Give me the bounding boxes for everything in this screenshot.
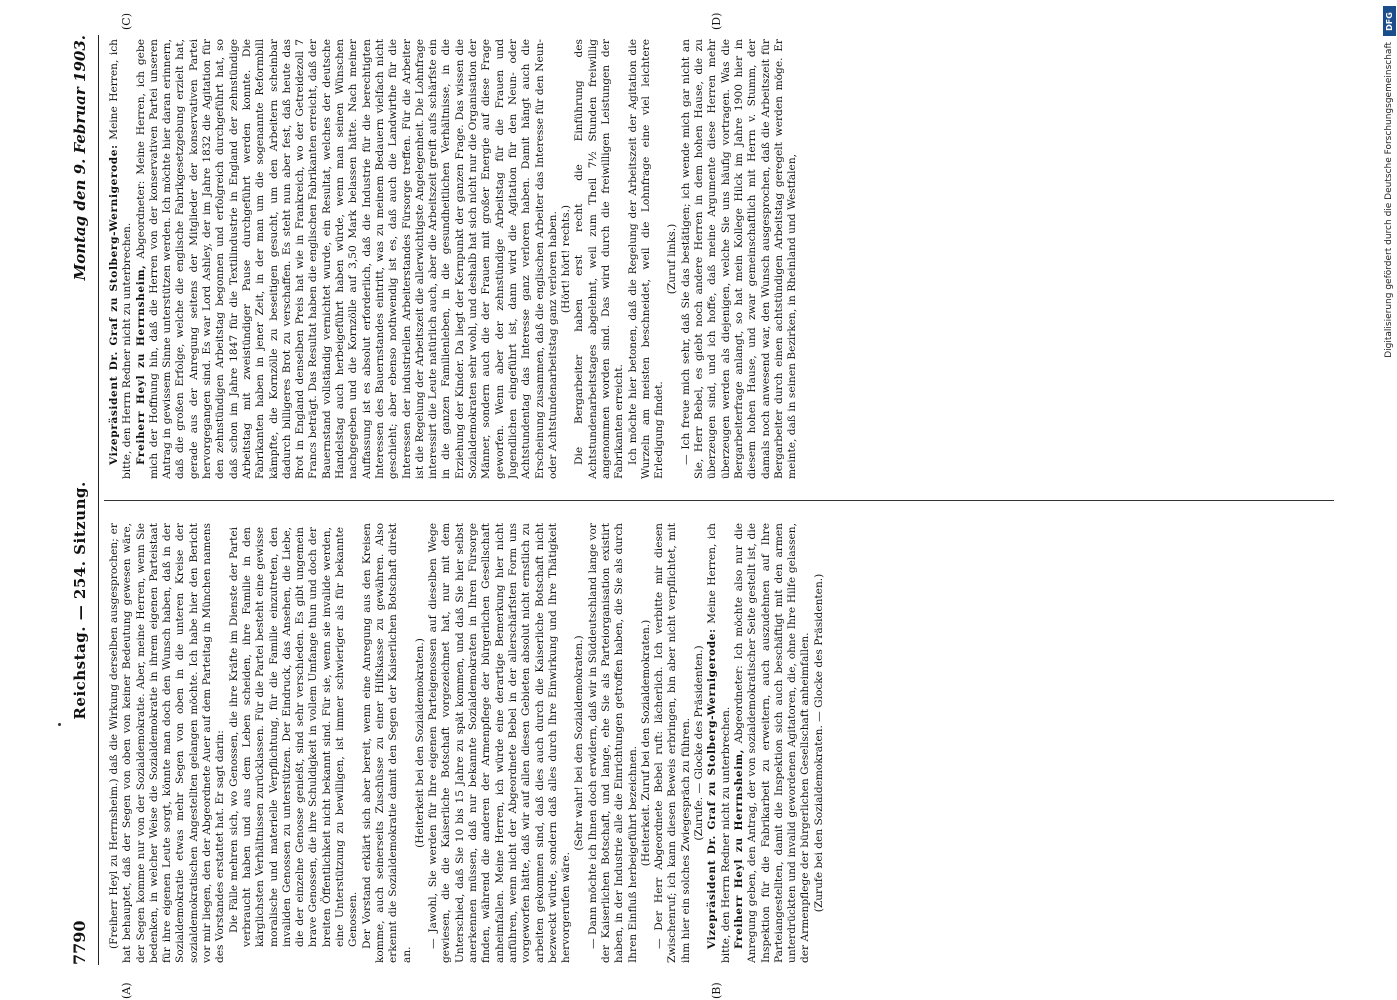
print-speck [58, 723, 61, 726]
paragraph-text: (Sehr wahr! bei den Sozialdemokraten.) [573, 635, 586, 851]
paragraph-text: (Heiterkeit bei den Sozialdemokraten.) [413, 638, 426, 848]
margin-marker-c: (C) [120, 13, 133, 30]
speaker-name: Vizepräsident Dr. Graf zu Stolberg-Wernigerode: [108, 144, 120, 465]
interjection [666, 39, 679, 479]
paragraph-text: (Hört! hört! rechts.) [560, 204, 573, 314]
watermark-text: Digitalisierung gefördert durch die Deutsche Forschungsgemeinschaft [1384, 42, 1394, 358]
paragraph-text: Der Vorstand erklärt sich aber bereit, wenn eine Anregung aus den Kreisen komme, auch seinerseits Zuschüsse zu einer Hilfskasse zu gewähren. Also erkennt die Sozialdemokratie damit den Segen der Kaiserlichen Botschaft direkt an. [360, 523, 413, 963]
paragraph [108, 523, 228, 963]
interjection [573, 523, 586, 963]
paragraph-text: — Dann möchte ich Ihnen doch erwidern, daß wir in Süddeutschland lange vor der Kaiserlichen Botschaft, und lange, ehe Sie als Parteiorganisation existirt haben, in der Industrie alle die Einrichtungen getroffen haben, die Sie als durch Ihren Einfluß herbeigeführt bezeichnen. [586, 523, 639, 963]
paragraph [653, 523, 693, 963]
paragraph-text: — Jawohl, Sie werden für Ihre eigenen Parteigenossen auf dieselben Wege gewiesen, die die Kaiserliche Botschaft vorgezeichnet hat, nur mit dem Unterschied, daß Sie 10 bis 15 Jahre zu spät kommen, und daß Sie hier selbst anerkennen müssen, daß nur bekannte Sozialdemokraten in Ihren Fürsorge finden, während die anderen der Armenpflege der bürgerlichen Gesellschaft anheimfallen. Meine Herren, ich würde eine derartige Bemerkung hier nicht anführen, wenn nicht der Abgeordnete Bebel in der allerschärfsten Form uns vorgeworfen hätte, daß wir auf allen diesen Gebieten absolut nicht ernstlich zu arbeiten gekommen sind, daß dies auch durch die Kaiserliche Botschaft nicht bezweckt würde, sondern daß alles durch Ihre Einwirkung und Ihre Thätigkeit hervorgerufen wäre. [427, 523, 573, 963]
digitization-watermark [1382, 8, 1396, 998]
paragraph [733, 523, 813, 963]
dfg-logo [1383, 6, 1396, 36]
paragraph [427, 523, 573, 963]
page-number: 7790 [70, 920, 89, 965]
header-rule [98, 35, 99, 965]
paragraph [573, 39, 626, 479]
paragraph-text: Abgeordneter: Ich möchte also nur die Anregung geben, den Antrag, der von sozialdemokratischer Seite gestellt ist, die Inspektion für die Fabrikarbeit zu erweitern, auch auszudehnen auf Ihre Parteiangestellten, damit die Inspektion sich auch beschäftigt mit den armen unterdrückten und invalid gewordenen Agitatoren, die, ohne Ihre Hilfe gelassen, der Armenpflege der bürgerlichen Gesellschaft anheimfallen. [732, 523, 812, 963]
paragraph-text: Meine Herren, ich bitte, den Herrn Redner nicht zu unterbrechen. [108, 39, 134, 479]
interjection [560, 39, 573, 479]
paragraph [587, 523, 640, 963]
dfg-logo-text: DFG [1385, 11, 1395, 31]
speaker-name: Vizepräsident Dr. Graf zu Stolberg-Wernigerode: [706, 628, 719, 949]
margin-marker-b: (B) [710, 982, 723, 999]
margin-marker-d: (D) [710, 12, 723, 30]
rotated-page-content [70, 12, 1370, 999]
paragraph-text: (Zuruf links.) [666, 223, 679, 295]
paragraph-text: Ich möchte hier betonen, daß die Regelung der Arbeitszeit der Agitation die Wurzeln am meisten beschneidet, weil die Lohnfrage eine viel leichtere Erledigung findet. [626, 39, 666, 479]
interjection [693, 523, 706, 963]
speaker-name: Freiherr Heyl zu Herrnsheim, [134, 264, 147, 465]
paragraph-text: Meine Herren, ich bitte, den Herrn Redner nicht zu unterbrechen. [706, 523, 732, 963]
interjection [640, 523, 653, 963]
paragraph-text: Die Fälle mehren sich, wo Genossen, die ihre Kräfte im Dienste der Partei verbraucht haben und aus dem Leben scheiden, ihre Familie in den kärglichsten Verhältnissen zurücklassen. Für die Partei besteht eine gewisse moralische und materielle Verpflichtung, für die Familie einzutreten, den invaliden Genossen zu unterstützen. Der Eindruck, das Ansehen, die Liebe, die der einzelne Genosse genießt, sind sehr verschieden. Es gibt ungemein brave Genossen, die ihre Schuldigkeit in vollem Umfange thun und doch der breiten Öffentlichkeit nicht bekannt sind. Für sie, wenn sie invalide werden, eine Unterstützung zu bewilligen, ist immer schwieriger als für bekannte Genossen. [227, 527, 360, 947]
quoted-passage [228, 523, 361, 963]
column-divider [104, 500, 1334, 501]
speaker-name: Freiherr Heyl zu Herrnsheim, [732, 749, 745, 949]
paragraph-text: (Zurufe. — Glocke des Präsidenten.) [693, 645, 706, 841]
paragraph-text: — Der Herr Abgeordnete Bebel ruft: lächerlich. Ich verbitte mir diesen Zwischenruf; ich kann diesen Beweis erbringen, bin aber nicht verpflichtet, mit ihm hier ein solches Zwiegespräch zu führen. [653, 523, 692, 963]
paragraph [361, 523, 414, 963]
paragraph-text: (Heiterkeit. Zuruf bei den Sozialdemokraten.) [639, 619, 652, 867]
interjection [813, 523, 826, 963]
right-text-column [108, 39, 1348, 479]
interjection [414, 523, 427, 963]
paragraph [627, 39, 667, 479]
paragraph-text: (Freiherr Heyl zu Herrnsheim.) daß die Wirkung derselben ausgesprochen; er hat behauptet, daß der Segen von oben von keiner Bedeutung gewesen wäre, der Segen komme nur von der Sozialdemokratie. Aber, meine Herren, wenn Sie bedenken, in welcher Weise die Sozialdemokratie in ihrem eigenen Parteistaat für ihre eigenen Leute sorgt, könnte man doch den Wunsch haben, daß in der Sozialdemokratie etwas mehr Segen von oben in die unteren Kreise der sozialdemokratischen Angestellten gelangen möchte. Ich habe hier den Bericht vor mir liegen, den der Abgeordnete Auer auf dem Parteitag in München namens des Vorstandes erstattet hat. Er sagt darin: [108, 523, 227, 963]
page-title: Reichstag. — 254. Sitzung. [71, 481, 89, 720]
paragraph [680, 39, 800, 479]
paragraph-text: Die Bergarbeiter haben erst recht die Einführung des Achtstundenarbeitstages abgelehnt, weil zum Theil 7½ Stunden freiwillig angenommen worden sind. Das wird durch die freiwilligen Leistungen der Fabrikanten erreicht. [573, 39, 626, 479]
paragraph-text: (Zurufe bei den Sozialdemokraten. — Glocke des Präsidenten.) [812, 573, 825, 913]
paragraph-text: — Ich freue mich sehr, daß Sie das bestätigen; ich wende mich gar nicht an Sie, Herr Bebel, es giebt noch andere Herren in dem hohen Hause, die zu überzeugen sind, und ich hoffe, daß meine Argumente diese Herren mehr überzeugen werden als diejenigen, welche Sie uns häufig vortragen. Was die Bergarbeiterfrage anlangt, so hat mein Kollege Hilck im Jahre 1900 hier in diesem hohen Hause, und zwar gemeinschaftlich mit Herrn v. Stumm, der damals noch anwesend war, den Wunsch ausgesprochen, daß die Arbeitszeit für Bergarbeiter durch einen achtstündigen Arbeitstag geregelt werden möge. Er meinte, daß in seinen Bezirken, in Rheinland und Westfalen, [679, 39, 799, 479]
session-date: Montag den 9. Februar 1903. [71, 35, 89, 281]
left-text-column [108, 523, 1348, 963]
page-header [70, 35, 94, 965]
paragraph-text: Abgeordneter: Meine Herren, ich gebe mich der Hoffnung hin, daß die Herren von der konservativen Partei unseren Antrag in gewissem Sinne unterstützen werden. Ich möchte hier daran erinnern, daß die großen Erfolge, welche die englische Fabrikgesetzgebung erzielt hat, gerade aus der Anregung seitens der Mitglieder der konservativen Partei hervorgegangen sind. Es war Lord Ashley, der im Jahre 1832 die Agitation für den zehnstündigen Arbeitstag begonnen und erfolgreich durchgeführt hat, so daß schon im Jahre 1847 für die Textilindustrie in England der zehnstündige Arbeitstag mit zweistündiger Pause durchgeführt werden konnte. Die Fabrikanten haben in jener Zeit, in der man um die sogenannte Reformbill kämpfte, die Kornzölle zu beseitigen gesucht, um den Arbeitern scheinbar dadurch billigeres Brot zu verschaffen. Es steht nun aber fest, daß heute das Brot in England denselben Preis hat wie in Frankreich, wo der Getreidezoll 7 Francs beträgt. Das Resultat haben die englischen Fabrikanten erreicht, daß der Bauernstand vollständig vernichtet wurde, ein Resultat, welches der deutsche Handelstag auch herbeigeführt haben würde, wenn man seinen Wünschen nachgegeben und die Kornzölle auf 3,50 Mark belassen hätte. Nach meiner Auffassung ist es absolut erforderlich, daß die Industrie für die berechtigten Interessen des Bauernstandes eintritt, was zu meinem Bedauern vielfach nicht geschieht; aber ebenso nothwendig ist es, daß auch die Landwirthe für die Interessen der industriellen Arbeiterstandes Fürsorge treffen. Für die Arbeiter ist die Regelung der Arbeitszeit die allerwichtigste Angelegenheit. Die Lohnfrage interessirt die Leute natürlich auch, aber die Arbeitszeit greift aufs schärfste ein in die ganzen Familienleben, in die gesundheitlichen Verhältnisse, in die Erziehung der Kinder. Da liegt der Kernpunkt der ganzen Frage. Das wissen die Sozialdemokraten sehr wohl, und deshalb hat sich nicht nur die Organisation der Männer, sondern auch die der Frauen mit großer Energie auf diese Frage geworfen. Wenn aber der zehnstündige Arbeitstag für die Frauen und Jugendlichen eingeführt ist, dann wird die Agitation für den Neun- oder Achtstundentag das Interesse ganz verloren haben. Damit hängt auch die Erscheinung zusammen, daß die englischen Arbeiter das Interesse für den Neun- oder Achtstundenarbeitstag ganz verloren haben. [134, 39, 559, 479]
paragraph [706, 523, 733, 963]
margin-marker-a: (A) [120, 982, 133, 999]
paragraph [135, 39, 561, 479]
paragraph [108, 39, 135, 479]
